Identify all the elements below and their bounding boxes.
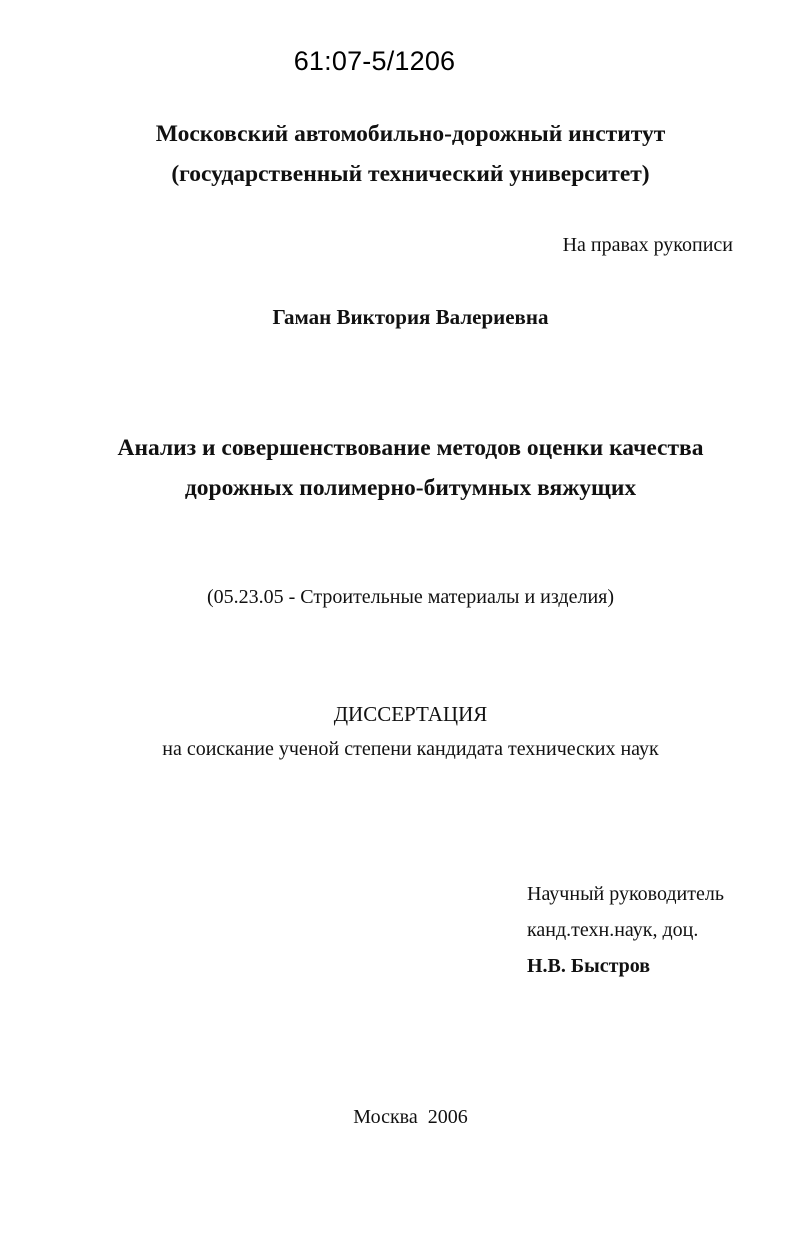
city-year: Москва 2006 [353,1106,468,1128]
catalog-code: 61:07-5/1206 [293,46,456,76]
specialty-code: (05.23.05 - Строительные материалы и изделия) [206,586,615,608]
dissertation-title-line-1: Анализ и совершенствование методов оценки качества [117,435,704,461]
supervisor-credentials: канд.техн.наук, доц. [527,919,699,941]
institution-subtitle: (государственный технический университет) [171,161,650,187]
dissertation-title-line-2: дорожных полимерно-битумных вяжущих [184,475,637,501]
work-type-heading: ДИССЕРТАЦИЯ [333,702,488,726]
manuscript-rights-note: На правах рукописи [562,234,733,256]
supervisor-name: Н.В. Быстров [527,955,651,977]
degree-statement: на соискание ученой степени кандидата технических наук [162,738,659,760]
institution-name: Московский автомобильно-дорожный институт [155,121,666,147]
author-name: Гаман Виктория Валериевна [272,305,549,329]
supervisor-label: Научный руководитель [527,883,724,905]
